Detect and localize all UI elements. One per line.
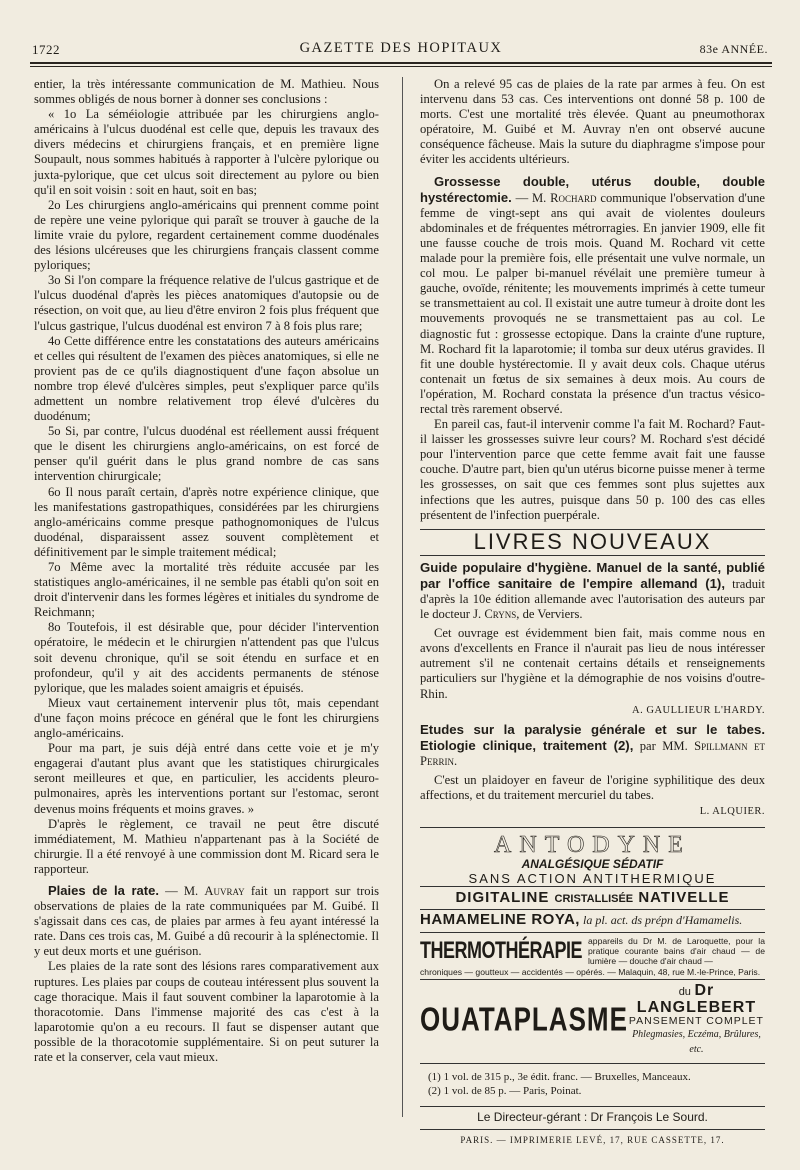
- grossesse-author: Rochard: [550, 190, 597, 205]
- paragraph: D'après le règlement, ce travail ne peut être discuté immédiatement, M. Mathieu n'appartenant pas à la Société de chirurgie. Il a été renvoyé à une commission dont M. Ricard sera le rapporteur.: [34, 816, 379, 876]
- ouata-doctor: Dr LANGLEBERT: [636, 981, 757, 1016]
- rate-text-a: — M.: [158, 883, 205, 898]
- grossesse-paragraph: [420, 174, 765, 418]
- ad-thermotherapie: [420, 933, 765, 967]
- ouata-name: OUATAPLASME: [420, 999, 628, 1039]
- footnote: (2) 1 vol. de 85 p. — Paris, Poinat.: [428, 1084, 582, 1097]
- book1-rest-b: , de Verviers.: [516, 607, 583, 622]
- footnote: (1) 1 vol. de 315 p., 3e édit. franc. — Bruxelles, Manceaux.: [428, 1070, 691, 1083]
- antodyne-name: ANTODYNE: [494, 832, 691, 859]
- paragraph: 4o Cette différence entre les constatations des auteurs américains et celles qui résultent de l'examen des pièces anatomiques, si elle ne provient pas de ce qu'ils diagnostiquent d'une façon absolue un nombre trop élevé d'ulcères simples, peut s'expliquer parce qu'ils admettent un nombre relativement trop élevé d'ulcères du duodénum;: [34, 333, 379, 424]
- section-title: LIVRES NOUVEAUX: [473, 528, 712, 554]
- digitaline-b: CRISTALLISÉE: [554, 893, 634, 906]
- year-label: 83e ANNÉE.: [699, 42, 768, 56]
- text-columns: [30, 77, 772, 1145]
- book1-review: Cet ouvrage est évidemment bien fait, mais comme nous en avons d'excellents en France il n'aurait pas lieu de nous intéresser autrement s'il ne contenait certains détails et renseignements particuliers sur l'hygiène et la démographie de nos voisins d'outre-Rhin.: [420, 626, 765, 701]
- right-column: [420, 77, 765, 1148]
- paragraph: 5o Si, par contre, l'ulcus duodénal est réellement aussi fréquent que le disent les chirurgiens anglo-américains, on est forcé de penser qu'il guérit dans le plus grand nombre de cas sans intervention chirurgicale;: [34, 424, 379, 484]
- column-divider: [402, 77, 403, 1117]
- page-header: [30, 32, 772, 58]
- book2-review: C'est un plaidoyer en faveur de l'origine syphilitique des deux affections, et du traitement mercuriel du tabes.: [420, 773, 765, 803]
- rate-paragraph: [34, 883, 379, 959]
- left-column: [34, 77, 379, 1065]
- digitaline-c: NATIVELLE: [638, 889, 730, 907]
- section-rule: [420, 555, 765, 556]
- paragraph: On a relevé 95 cas de plaies de la rate par armes à feu. On est intervenu dans 53 cas. Ces interventions ont donné 58 p. 100 de morts. C'est une mortalité très élevée. Quant au pneumothorax opératoire, M. Guibé et M. Auvray n'en ont observé aucune conséquence fâcheuse. Mais la suture du diaphragme s'impose pour éviter les accidents ultérieurs.: [420, 77, 765, 167]
- ad-digitaline: [420, 887, 765, 909]
- ouata-indications: Phlegmasies, Eczéma, Brûlures, etc.: [632, 1028, 761, 1055]
- paragraph: Les plaies de la rate sont des lésions rares comparativement aux ruptures. Les plaies par coups de couteau intéressent plus souvent la cage thoracique. Mais il faut souvent combiner la laparotomie à la thoracotomie. Dans l'immense majorité des cas c'est à la laparotomie qu'on a eu recours. Il faut se dispenser autant que possible de la thoracotomie supplémentaire. Si on peut suturer la rate et la conserver, cela vaut mieux.: [34, 959, 379, 1064]
- hamameline-sub: la pl. act. ds prépn d'Hamamelis.: [583, 913, 743, 928]
- page-number: 1722: [32, 42, 60, 57]
- book2-entry: [420, 722, 765, 769]
- thermo-name: THERMOTHÉRAPIE: [420, 936, 583, 964]
- hamameline-name: HAMAMELINE ROYA,: [420, 911, 580, 929]
- header-rule: [30, 62, 772, 67]
- paragraph: 6o Il nous paraît certain, d'après notre expérience clinique, que les manifestations gastropathiques, considérées par les chirurgiens anglo-américains comme presque pathognomoniques de l'ulcus duodénal, disparaissent assez souvent complètement et définitivement par le simple traitement médical;: [34, 484, 379, 559]
- grossesse-heading: Grossesse double, utérus double, double hystérectomie.: [420, 173, 765, 205]
- paragraph: 8o Toutefois, il est désirable que, pour décider l'intervention opératoire, le médecin et le chirurgien n'attendent pas que l'ulcus soit devenu chronique, qu'il se soit étendu en surface et en profondeur, qu'il y ait des accidents permanents de sténose pylorique, que les malades soient amaigris et épuisés.: [34, 620, 379, 695]
- paragraph: En pareil cas, faut-il intervenir comme l'a fait M. Rochard? Faut-il laisser les grossesses suivre leur cours? M. Rochard s'est décidé pour l'intervention parce que cette femme avait fait une fausse couche. D'autre part, bien qu'un utérus bicorne puisse mener à terme les grossesses, on sait que ces femmes sont plus sujettes aux infections que les autres, puisque dans 50 p. 100 des cas elles présentent de l'infection puerpérale.: [420, 417, 765, 522]
- director-line: Le Directeur-gérant : Dr François Le Sourd.: [420, 1106, 765, 1125]
- book1-translator: Cryns: [484, 607, 517, 622]
- book1-signature: A. GAULLIEUR L'HARDY.: [632, 704, 765, 716]
- antodyne-sub1: ANALGÉSIQUE SÉDATIF: [521, 857, 664, 872]
- ad-antodyne: [420, 828, 765, 886]
- book2-title: Etudes sur la paralysie générale et sur le tabes. Etiologie clinique, traitement (2),: [420, 721, 765, 753]
- paragraph: « 1o La séméiologie attribuée par les chirurgiens anglo-américains à l'ulcus duodénal est celle que, depuis les travaux des divers médecins et chirurgiens français, et en première ligne Soupault, nous sommes habitués à rapporter à l'ulcère pylorique ou juxta-pylorique, que cet ulcus soit directement au pylore ou bien qu'il en soit voisin : soit en haut, soit en bas;: [34, 107, 379, 197]
- thermo-text: appareils du Dr M. de Laroquette, pour la pratique courante bains d'air chaud — de lumière — douche d'air chaud —: [588, 935, 765, 966]
- rate-author: Auvray: [204, 883, 245, 898]
- imprint-line: PARIS. — IMPRIMERIE LEVÉ, 17, RUE CASSETTE, 17.: [420, 1129, 765, 1148]
- paragraph: 7o Même avec la mortalité très réduite accusée par les statistiques anglo-américaines, il ne semble pas établi qu'on soit en droit d'intervenir dans les formes légères et initiales du syndrome de Reichmann;: [34, 560, 379, 620]
- book2-rest-a: par MM.: [633, 738, 695, 753]
- paragraph: 3o Si l'on compare la fréquence relative de l'ulcus gastrique et de l'ulcus duodénal d'après les pièces anatomiques d'autopsie ou de résection, on voit que, au lieu d'être environ 2 fois plus fréquent que l'ulcus gastrique, l'ulcus duodénal est environ 7 à 8 fois plus rare;: [34, 273, 379, 333]
- paragraph: entier, la très intéressante communication de M. Mathieu. Nous sommes obligés de nous borner à donner ses conclusions :: [34, 77, 379, 107]
- newspaper-page: [30, 32, 772, 1145]
- rate-heading: Plaies de la rate.: [48, 882, 159, 898]
- thermo-text-2: chroniques — goutteux — accidentés — opérés. — Malaquin, 48, rue M.-le-Prince, Paris.: [420, 966, 761, 977]
- paragraph: 2o Les chirurgiens anglo-américains qui prennent comme point de repère une veine pylorique qui paraît se trouver à gauche de la limite vraie du pylore, regardent certainement comme duodénales des lésions ulcéreuses que les chirurgiens français classent comme pyloriques;: [34, 197, 379, 273]
- rate-text-b: fait un rapport sur trois observations de plaies de la rate communiquées par M. Guibé. Il s'agissait dans ces cas, de plaies par armes à feu ayant intéressé la rate. Dans ces trois cas, M. Guibé a dû recourir à la splénectomie. Il y eut deux morts et une guérison.: [34, 883, 379, 959]
- book1-rest-a: traduit d'après la 10e édition allemande avec l'autorisation des auteurs par le docteur J.: [420, 576, 765, 622]
- book2-signature: L. ALQUIER.: [699, 806, 765, 818]
- grossesse-text-b: communique l'observation d'une femme de vingt-sept ans qui avait de violentes douleurs abdominales et de fréquentes métrorragies. En janvier 1909, elle fit une fausse couche de trois mois. Quand M. Rochard vit cette malade pour la première fois, elle présentait une vulve normale, un col mou. Le palper bi-manuel révélait une première tumeur à gauche, ovoïde, rénitente; les mouvements imprimés à cette tumeur se transmettaient au col. Il existait une autre tumeur à droite dont les mouvements provoqués ne se transmettaient pas au col. Le diagnostic fut : grossesse ectopique. Dans la crainte d'une rupture, M. Rochard fit la laparotomie; il tomba sur deux utérus gravides. Il fit une double hystérectomie. Il y avait deux cols. Chaque utérus contenait un fœtus de six semaines à deux mois. Au cours de l'opération, M. Rochard constata la présence d'un tractus vésico-rectal très rarement observé.: [420, 190, 765, 416]
- ouata-detail: [628, 983, 765, 1057]
- book1-entry: [420, 560, 765, 622]
- footnotes: [420, 1063, 765, 1098]
- book1-title: Guide populaire d'hygiène. Manuel de la santé, publié par l'office sanitaire de l'empire allemand (1),: [420, 559, 765, 591]
- journal-title: GAZETTE DES HOPITAUX: [299, 40, 503, 56]
- paragraph: Mieux vaut certainement intervenir plus tôt, mais cependant d'une façon moins précoce en général que le font les chirurgiens anglo-américains.: [34, 695, 379, 741]
- ad-hamameline: [420, 910, 765, 931]
- paragraph: Pour ma part, je suis déjà entré dans cette voie et je m'y engagerai d'autant plus avant que les statistiques chirurgicales seront meilleures et que, en particulier, les accidents pleuro-pulmonaires, après les interventions portant sur l'estomac, seront devenus moins fréquents et moins graves. »: [34, 741, 379, 816]
- advertisements: [420, 827, 765, 1060]
- book2-rest-b: .: [454, 753, 458, 768]
- ad-ouataplasme: [420, 980, 765, 1060]
- ouata-du: du: [678, 985, 691, 998]
- digitaline-a: DIGITALINE: [455, 889, 550, 907]
- book2-authors: Spillmann et Perrin: [420, 738, 765, 768]
- ouata-pansement: PANSEMENT COMPLET: [628, 1014, 764, 1027]
- grossesse-text-a: — M.: [511, 190, 551, 205]
- antodyne-sub2: SANS ACTION ANTITHERMIQUE: [468, 871, 717, 887]
